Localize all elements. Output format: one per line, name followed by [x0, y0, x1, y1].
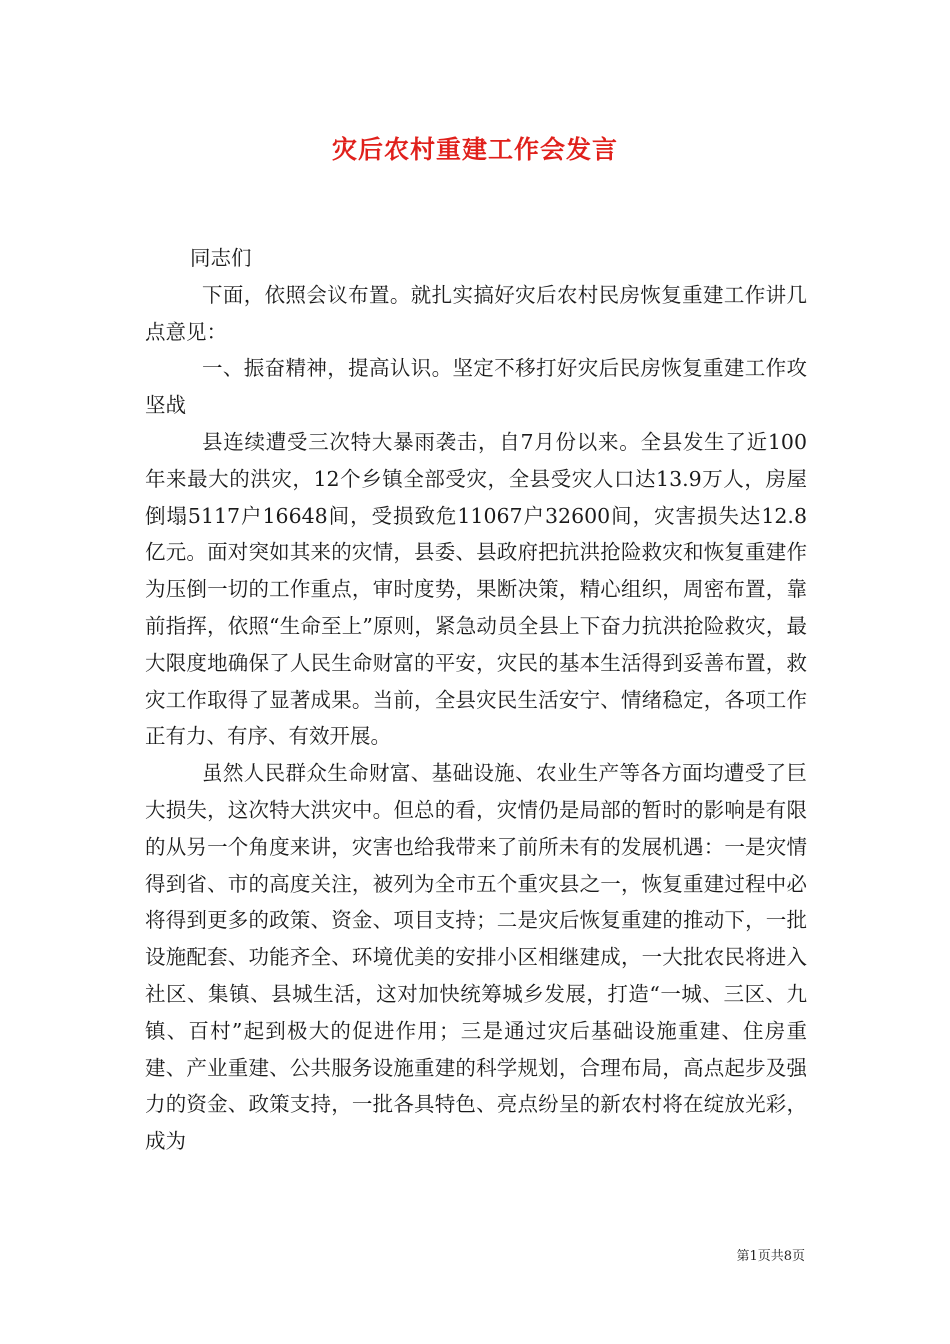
section-heading-1: 一、振奋精神，提高认识。坚定不移打好灾后民房恢复重建工作攻坚战 — [145, 356, 807, 418]
paragraph-intro: 下面，依照会议布置。就扎实搞好灾后农村民房恢复重建工作讲几点意见： — [145, 282, 807, 344]
paragraph-disaster-overview: 县连续遭受三次特大暴雨袭击，自7月份以来。全县发生了近100年来最大的洪灾，12个乡镇全部受灾，全县受灾人口达13.9万人，房屋倒塌5117户16648间，受损致危11067户32600间，灾害损失达12.8亿元。面对突如其来的灾情，县委、县政府把抗洪抢险救灾和恢复重建作为压倒一切的工作重点，审时度势，果断决策，精心组织，周密布置，靠前指挥，依照“生命至上”原则，紧急动员全县上下奋力抗洪抢险救灾，最大限度地确保了人民生命财富的平安，灾民的基本生活得到妥善布置，救灾工作取得了显著成果。当前，全县灾民生活安宁、情绪稳定，各项工作正有力、有序、有效开展。 — [145, 429, 807, 749]
document-title: 灾后农村重建工作会发言 — [331, 135, 618, 164]
document-body — [145, 240, 807, 1160]
paragraph-opportunities: 虽然人民群众生命财富、基础设施、农业生产等各方面均遭受了巨大损失，这次特大洪灾中。但总的看，灾情仍是局部的暂时的影响是有限的从另一个角度来讲，灾害也给我带来了前所未有的发展机遇：一是灾情得到省、市的高度关注，被列为全市五个重灾县之一，恢复重建过程中必将得到更多的政策、资金、项目支持；二是灾后恢复重建的推动下，一批设施配套、功能齐全、环境优美的安排小区相继建成，一大批农民将进入社区、集镇、县城生活，这对加快统筹城乡发展，打造“一城、三区、九镇、百村”起到极大的促进作用；三是通过灾后基础设施重建、住房重建、产业重建、公共服务设施重建的科学规划，合理布局，高点起步及强力的资金、政策支持，一批各具特色、亮点纷呈的新农村将在绽放光彩，成为 — [145, 761, 807, 1154]
salutation: 同志们 — [190, 246, 252, 270]
page-number: 第1页共8页 — [736, 1249, 805, 1264]
